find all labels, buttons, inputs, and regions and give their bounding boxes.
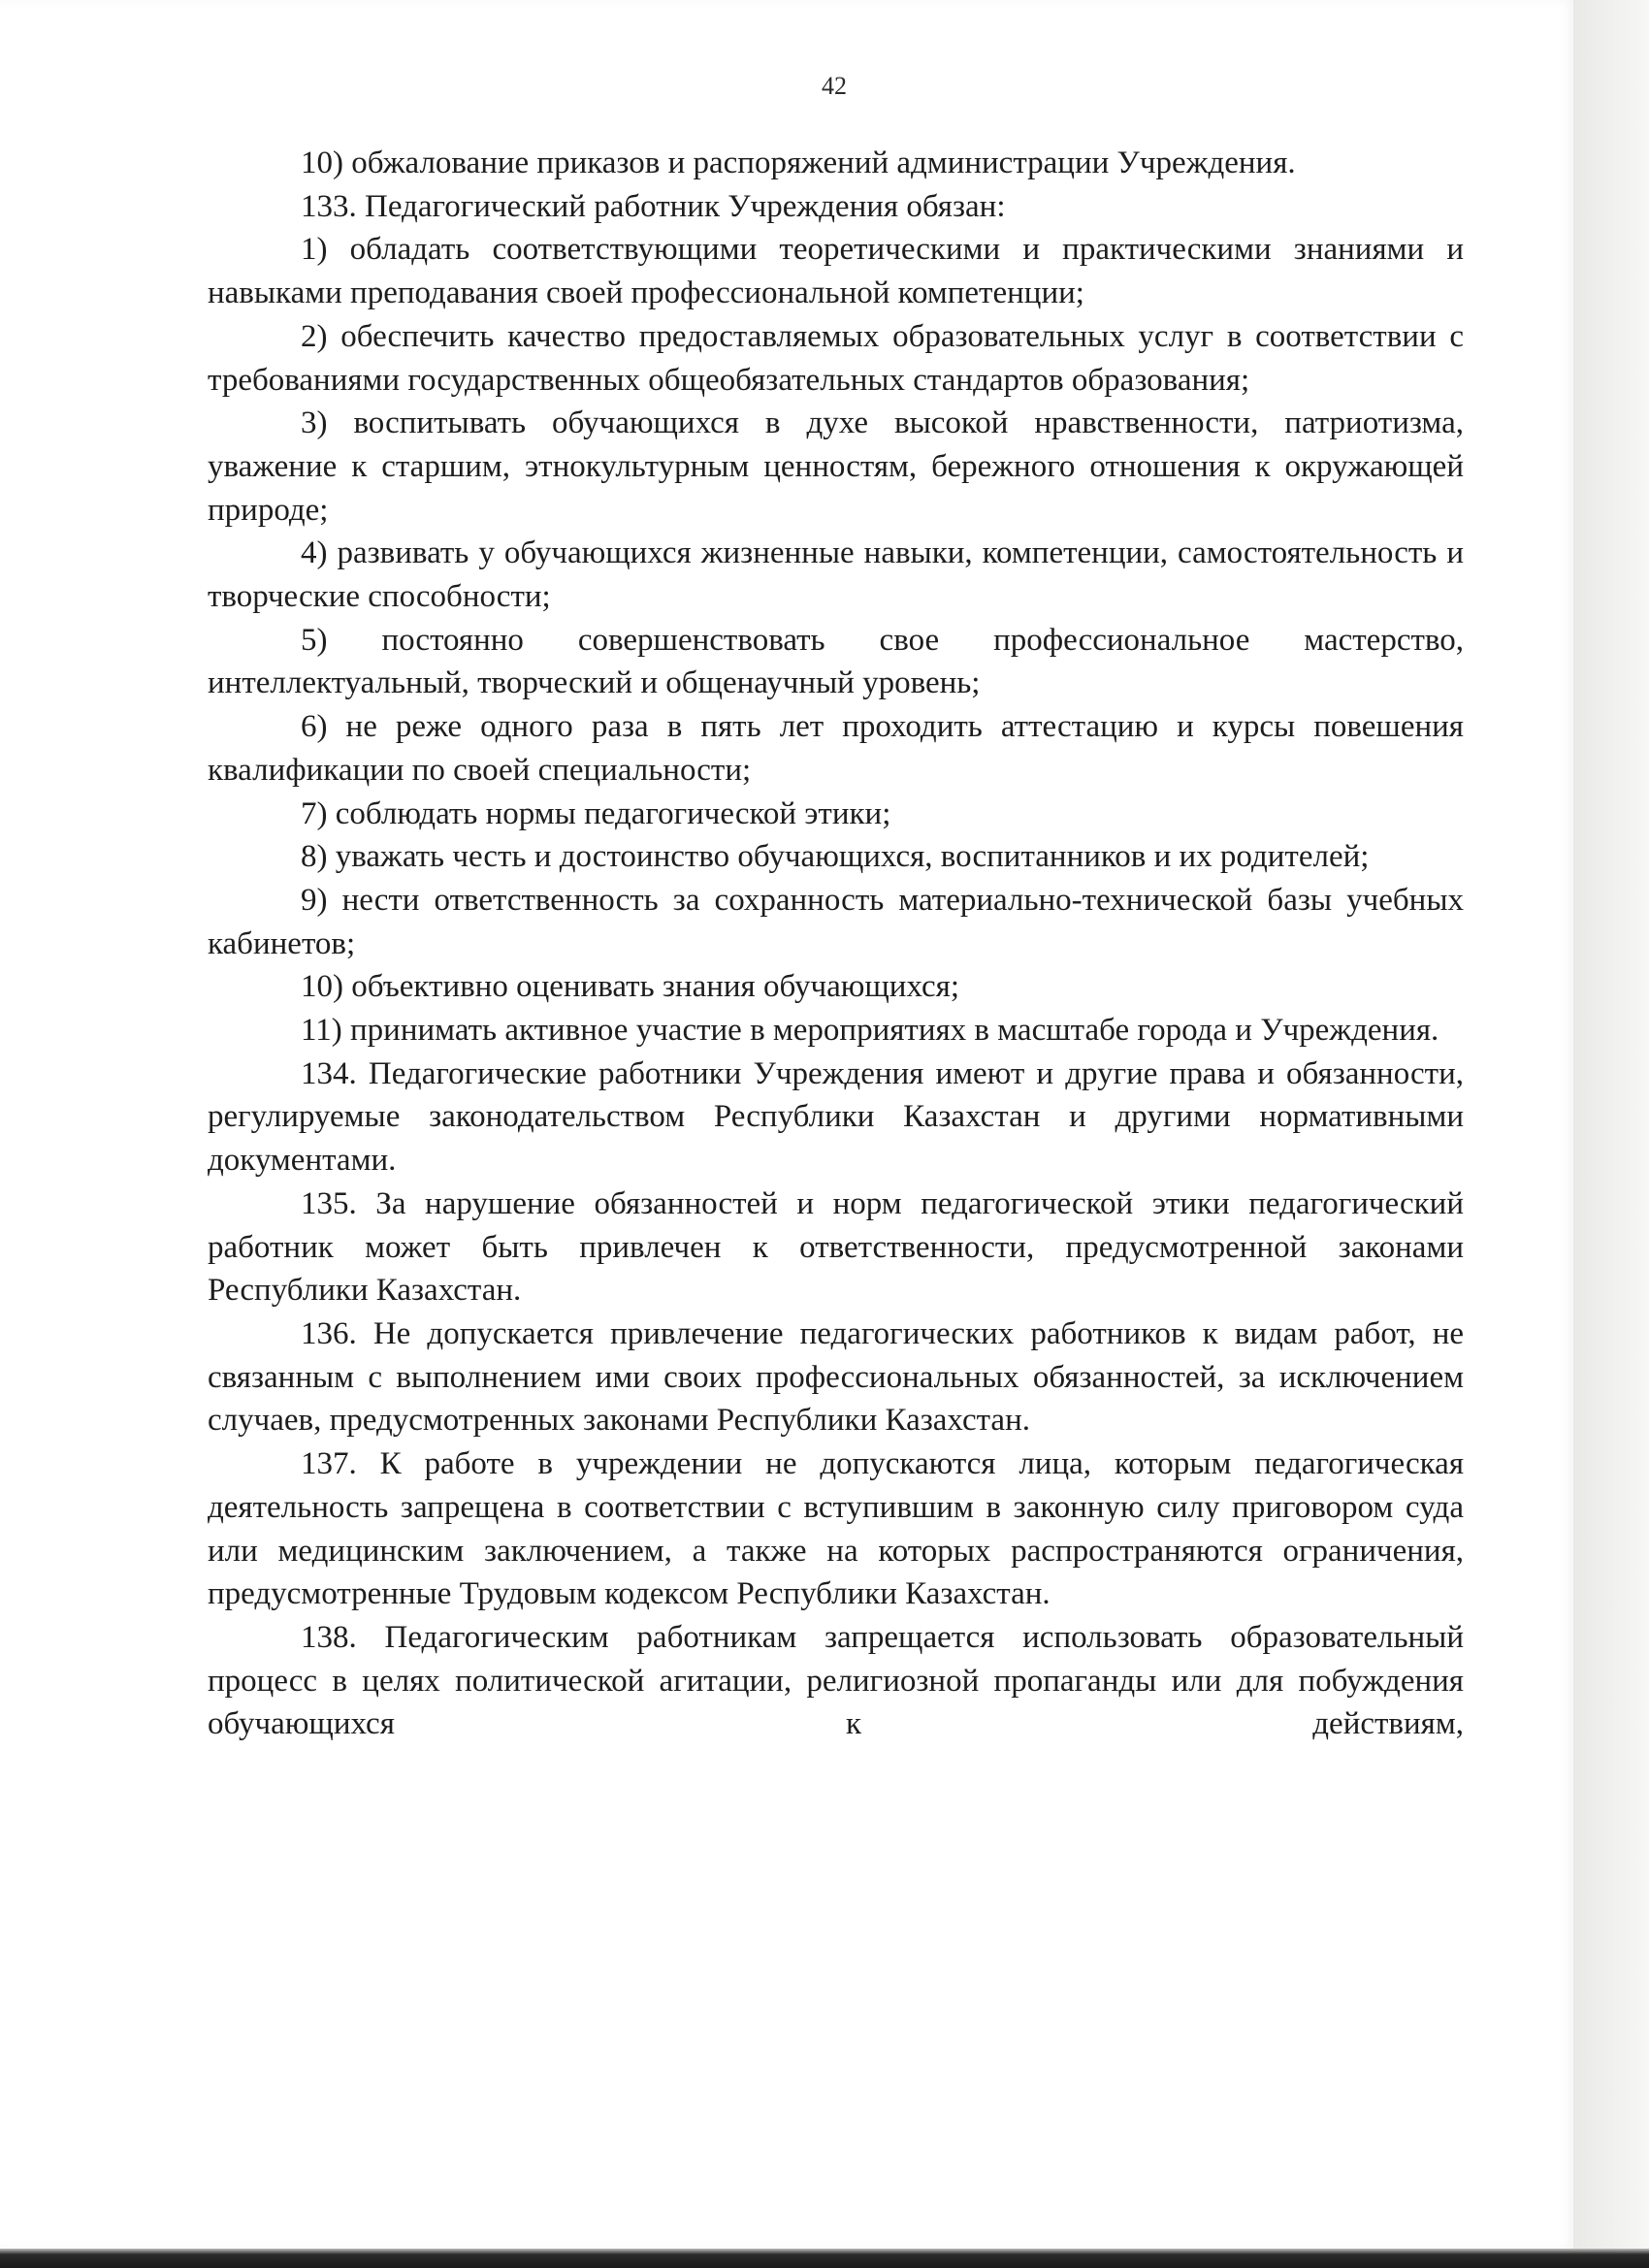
paragraph-138: 138. Педагогическим работникам запрещается использовать образовательный процесс в целях политической агитации, религиозной пропаганды или для побуждения обучающихся к действиям, [208,1619,1464,1742]
document-body [208,142,1464,1746]
paragraph-133-item-10: 10) объективно оценивать знания обучающихся; [301,969,960,1005]
page-number: 42 [822,72,847,100]
paragraph-133-item-5: 5) постоянно совершенствовать свое профессиональное мастерство, интеллектуальный, творческий и общенаучный уровень; [208,622,1464,701]
paragraph-133-item-1: 1) обладать соответствующими теоретическими и практическими знаниями и навыками преподавания своей профессиональной компетенции; [208,232,1464,311]
paragraph-137: 137. К работе в учреждении не допускаются лица, которым педагогическая деятельность запрещена в соответствии с вступившим в законную силу приговором суда или медицинским заключением, а также на которых распространяются ограничения, предусмотренные Трудовым кодексом Республики Казахстан. [208,1446,1464,1612]
paragraph-item-10-appeal: 10) обжалование приказов и распоряжений администрации Учреждения. [301,146,1296,180]
paragraph-133-item-11: 11) принимать активное участие в мероприятиях в масштабе города и Учреждения. [301,1013,1439,1049]
paragraph-133-item-7: 7) соблюдать нормы педагогической этики; [301,795,891,831]
paragraph-133-item-6: 6) не реже одного раза в пять лет проходить аттестацию и курсы повешения квалификации по своей специальности; [208,709,1464,788]
scan-bottom-edge [0,2249,1649,2268]
paragraph-133-item-3: 3) воспитывать обучающихся в духе высокой нравственности, патриотизма, уважение к старшим, этнокультурным ценностям, бережного отношения к окружающей природе; [208,405,1464,528]
paragraph-133-item-9: 9) нести ответственность за сохранность материально-технической базы учебных кабинетов; [208,882,1464,961]
paragraph-134: 134. Педагогические работники Учреждения имеют и другие права и обязанности, регулируемые законодательством Республики Казахстан и другими нормативными документами. [208,1055,1464,1179]
paragraph-136: 136. Не допускается привлечение педагогических работников к видам работ, не связанным с выполнением ими своих профессиональных обязанностей, за исключением случаев, предусмотренных законами Республики Казахстан. [208,1315,1464,1439]
scan-margin [1573,0,1649,2268]
paragraph-133: 133. Педагогический работник Учреждения обязан: [301,188,1006,224]
paragraph-133-item-8: 8) уважать честь и достоинство обучающихся, воспитанников и их родителей; [301,839,1370,875]
paragraph-133-item-2: 2) обеспечить качество предоставляемых образовательных услуг в соответствии с требованиями государственных общеобязательных стандартов образования; [208,318,1464,398]
paragraph-133-item-4: 4) развивать у обучающихся жизненные навыки, компетенции, самостоятельность и творческие способности; [208,535,1464,615]
paragraph-135: 135. За нарушение обязанностей и норм педагогической этики педагогический работник может быть привлечен к ответственности, предусмотренной законами Республики Казахстан. [208,1185,1464,1309]
